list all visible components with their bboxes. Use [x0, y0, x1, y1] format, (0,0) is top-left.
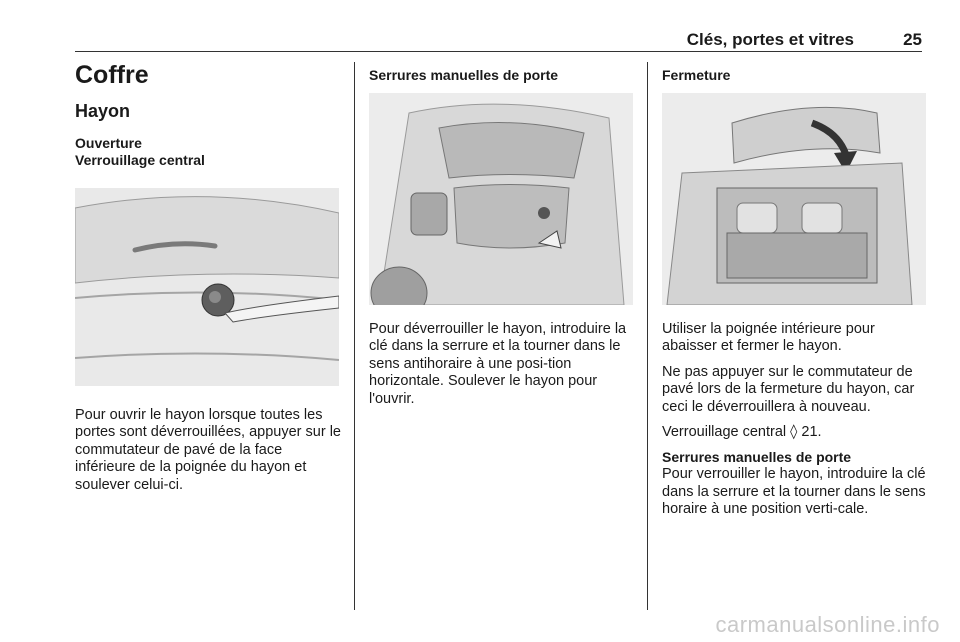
- figure-rear-lock: [369, 93, 633, 305]
- cross-reference-icon: ◊: [790, 424, 798, 441]
- column-1-text: [75, 407, 343, 494]
- column-divider-2: [647, 62, 648, 610]
- heading-serrures-manuelles-2: Serrures manuelles de porte: [662, 449, 852, 466]
- column-2: [369, 67, 633, 84]
- column-3-text: [662, 321, 926, 519]
- section-title: Coffre: [75, 61, 149, 89]
- column-3: [662, 67, 926, 84]
- column-divider-1: [354, 62, 355, 610]
- heading-serrures-manuelles: Serrures manuelles de porte: [369, 67, 559, 83]
- heading-ouverture: Ouverture: [75, 135, 142, 151]
- column-2-text: [369, 321, 633, 408]
- paragraph-lock-manual: Pour verrouiller le hayon, introduire la clé dans la serrure et la tourner dans le sens horaire à une position verti-cale.: [662, 466, 926, 518]
- page-number: 25: [903, 30, 922, 49]
- paragraph-unlock-manual: Pour déverrouiller le hayon, introduire la clé dans la serrure et la tourner dans le sens antihoraire à une posi-tion horizontale. Soulever le hayon pour l'ouvrir.: [369, 321, 627, 407]
- watermark: carmanualsonline.info: [715, 612, 940, 637]
- running-header: [660, 30, 922, 50]
- paragraph-close-handle: Utiliser la poignée intérieure pour abaisser et fermer le hayon.: [662, 321, 875, 355]
- chapter-title: Clés, portes et vitres: [686, 30, 854, 49]
- heading-fermeture: Fermeture: [662, 67, 731, 83]
- section-subtitle: Hayon: [75, 101, 131, 121]
- heading-verrouillage-central: Verrouillage central: [75, 152, 205, 168]
- cross-reference-page: 21.: [801, 424, 822, 441]
- cross-reference-text: Verrouillage central: [662, 424, 787, 441]
- rear-lock-illustration: [369, 93, 633, 305]
- figure-closing-tailgate: [662, 93, 926, 305]
- closing-tailgate-illustration: [662, 93, 926, 305]
- cross-reference: [662, 424, 926, 441]
- tailgate-handle-illustration: [75, 188, 339, 386]
- paragraph-open-tailgate: Pour ouvrir le hayon lorsque toutes les portes sont déverrouillées, appuyer sur le commutateur de pavé de la face inférieure de la poignée du hayon et soulever celui-ci.: [75, 407, 341, 493]
- paragraph-do-not-press: Ne pas appuyer sur le commutateur de pavé lors de la fermeture du hayon, car ceci le déverrouillera à nouveau.: [662, 363, 915, 415]
- column-1: [75, 60, 343, 169]
- header-rule: [75, 51, 922, 52]
- figure-tailgate-handle: [75, 188, 339, 386]
